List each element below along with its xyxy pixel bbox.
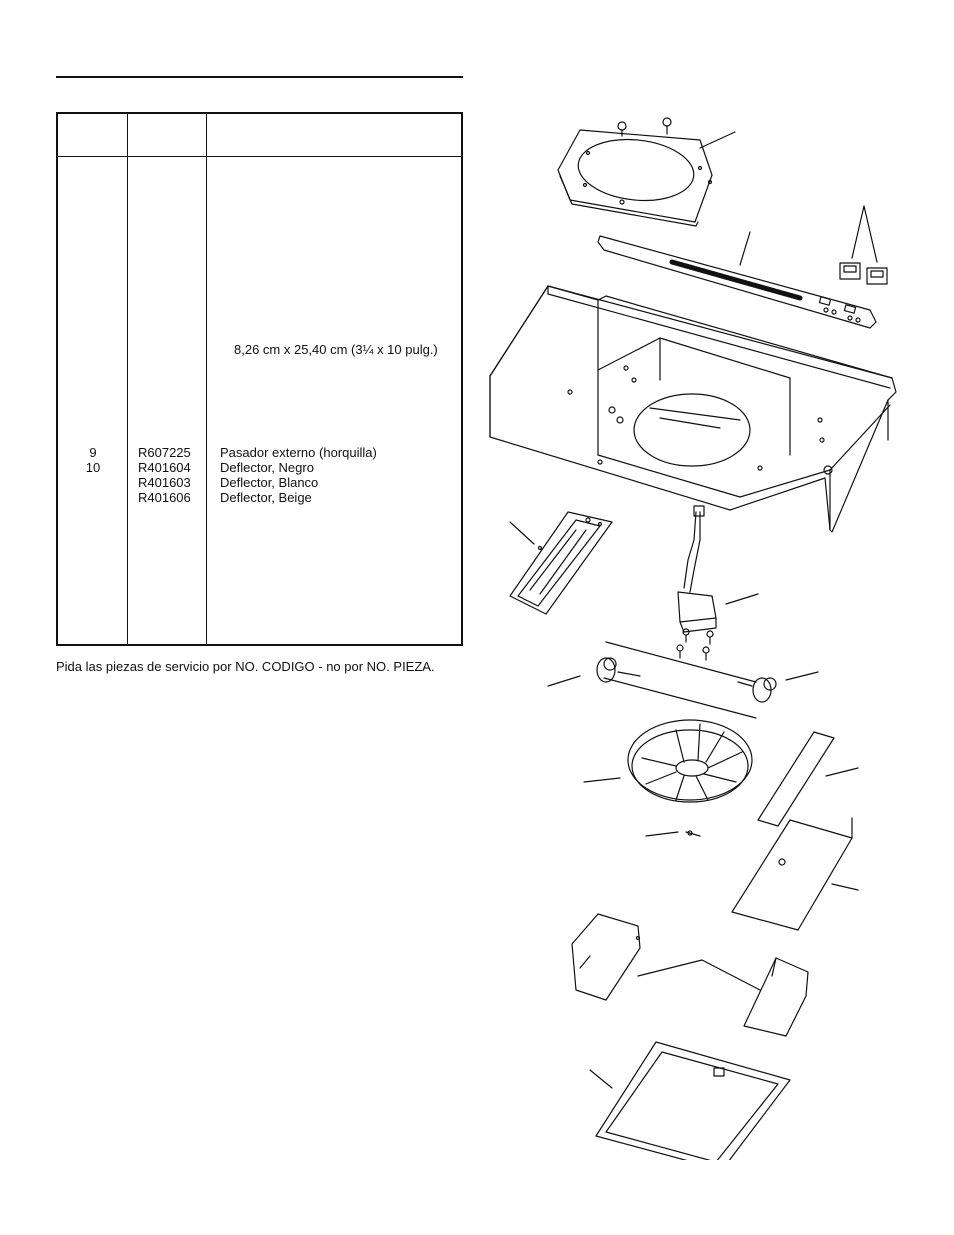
row-10-code-2: R401603: [138, 475, 191, 490]
leader-line: [646, 832, 678, 836]
duct-cover: [732, 818, 852, 930]
leader-line: [852, 206, 864, 258]
screw: [686, 831, 700, 836]
motor-assembly: [677, 506, 716, 660]
damper-strip: [758, 732, 834, 826]
leader-line: [864, 206, 877, 262]
leader-line: [700, 132, 735, 148]
dimension-note: 8,26 cm x 25,40 cm (3¼ x 10 pulg.): [234, 342, 438, 357]
row-10-code-1: R401604: [138, 460, 191, 475]
leader-line: [786, 672, 818, 680]
table-divider-2: [206, 114, 207, 644]
leader-line: [510, 522, 534, 544]
leader-line: [740, 232, 750, 265]
row-10-number: 10: [85, 460, 101, 475]
blower-wheel: [628, 720, 752, 802]
deflector-left: [572, 914, 640, 1000]
row-10-code-3: R401606: [138, 490, 191, 505]
leader-line: [826, 768, 858, 776]
row-9-code: R607225: [138, 445, 191, 460]
leader-line: [726, 594, 758, 604]
hood-housing: [490, 286, 896, 532]
leader-line: [548, 676, 580, 686]
deflector-right: [744, 958, 808, 1036]
row-10-desc-2: Deflector, Blanco: [220, 475, 319, 490]
row-10-desc-3: Deflector, Beige: [220, 490, 312, 505]
lamp-sockets-rod: [597, 642, 776, 718]
parts-table: [56, 112, 463, 646]
leader-line: [590, 1070, 612, 1088]
row-9-number: 9: [89, 445, 97, 460]
leader-line: [832, 884, 858, 890]
row-9-desc: Pasador externo (horquilla): [220, 445, 377, 460]
rocker-switches: [840, 263, 887, 284]
row-10-desc-1: Deflector, Negro: [220, 460, 314, 475]
light-bracket: [510, 512, 612, 614]
exploded-parts-diagram: [480, 100, 920, 1160]
footer-note: Pida las piezas de servicio por NO. CODIGO - no por NO. PIEZA.: [56, 659, 435, 674]
table-header-rule: [58, 156, 461, 157]
table-divider-1: [127, 114, 128, 644]
grease-filter: [596, 1042, 790, 1160]
mounting-plate: [558, 118, 712, 226]
leader-line: [584, 778, 620, 782]
leader-line: [638, 960, 760, 990]
header-rule: [56, 76, 463, 78]
